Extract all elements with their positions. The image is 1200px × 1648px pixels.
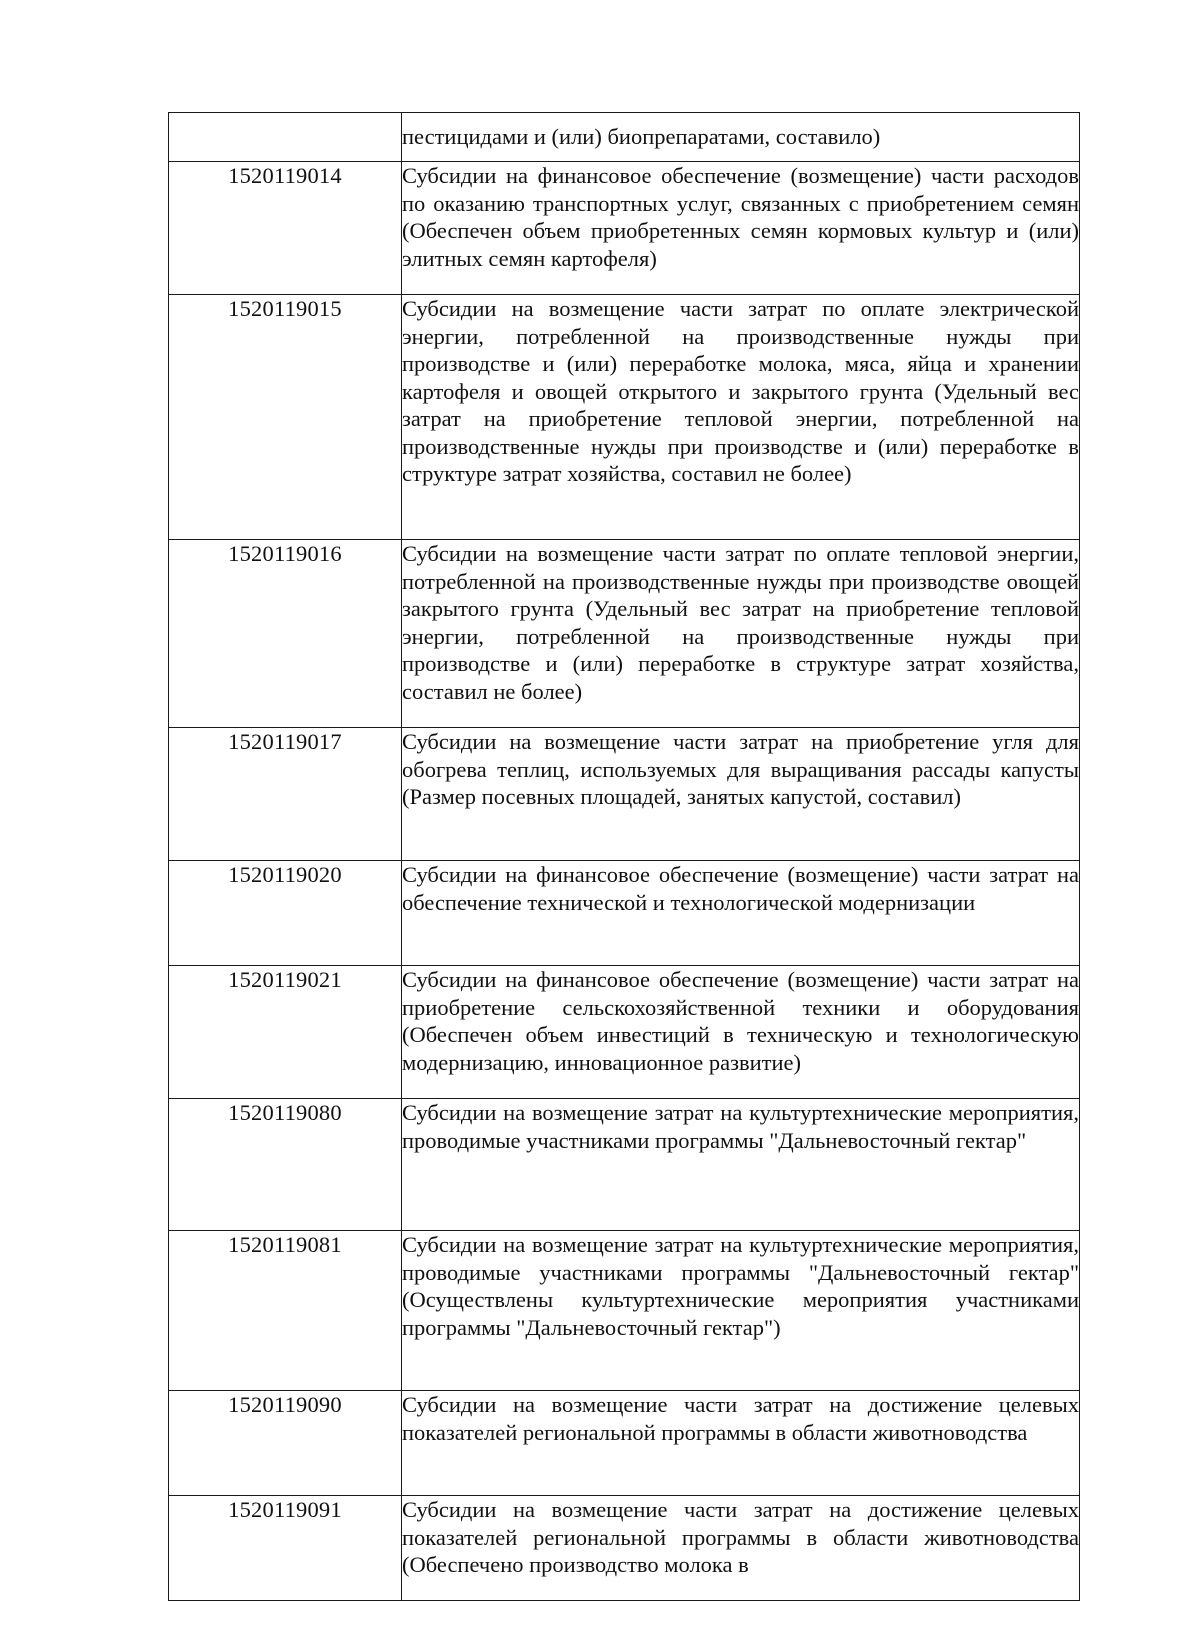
table-row xyxy=(169,162,1080,295)
description-cell: Субсидии на финансовое обеспечение (возмещение) части расходов по оказанию транспортных услуг, связанных с приобретением семян (Обеспечен объем приобретенных семян кормовых культур и (или) элитных семян картофеля) xyxy=(402,162,1080,295)
code-cell: 1520119020 xyxy=(169,861,402,966)
code-cell: 1520119080 xyxy=(169,1099,402,1231)
description-cell: Субсидии на возмещение части затрат на приобретение угля для обогрева теплиц, используемых для выращивания рассады капусты (Размер посевных площадей, занятых капустой, составил) xyxy=(402,728,1080,861)
code-cell: 1520119081 xyxy=(169,1231,402,1391)
table-row xyxy=(169,540,1080,728)
code-cell: 1520119015 xyxy=(169,295,402,540)
table-row xyxy=(169,1099,1080,1231)
code-cell xyxy=(169,113,402,162)
budget-codes-table xyxy=(168,112,1080,1601)
code-cell: 1520119091 xyxy=(169,1496,402,1601)
code-cell: 1520119021 xyxy=(169,966,402,1099)
table-row xyxy=(169,1231,1080,1391)
description-cell: пестицидами и (или) биопрепаратами, составило) xyxy=(402,113,1080,162)
table-row xyxy=(169,113,1080,162)
description-cell: Субсидии на финансовое обеспечение (возмещение) части затрат на приобретение сельскохозяйственной техники и оборудования (Обеспечен объем инвестиций в техническую и технологическую модернизацию, инновационное развитие) xyxy=(402,966,1080,1099)
code-cell: 1520119016 xyxy=(169,540,402,728)
table-row xyxy=(169,861,1080,966)
code-cell: 1520119090 xyxy=(169,1391,402,1496)
description-cell: Субсидии на возмещение части затрат по оплате тепловой энергии, потребленной на производственные нужды при производстве овощей закрытого грунта (Удельный вес затрат на приобретение тепловой энергии, потребленной на производственные нужды при производстве и (или) переработке в структуре затрат хозяйства, составил не более) xyxy=(402,540,1080,728)
description-cell: Субсидии на возмещение части затрат по оплате электрической энергии, потребленной на производственные нужды при производстве и (или) переработке молока, мяса, яйца и хранении картофеля и овощей открытого и закрытого грунта (Удельный вес затрат на приобретение тепловой энергии, потребленной на производственные нужды при производстве и (или) переработке в структуре затрат хозяйства, составил не более) xyxy=(402,295,1080,540)
table-row xyxy=(169,1391,1080,1496)
table-row xyxy=(169,295,1080,540)
description-cell: Субсидии на возмещение затрат на культуртехнические мероприятия, проводимые участниками программы "Дальневосточный гектар" (Осуществлены культуртехнические мероприятия участниками программы "Дальневосточный гектар") xyxy=(402,1231,1080,1391)
table-row xyxy=(169,1496,1080,1601)
description-cell: Субсидии на возмещение затрат на культуртехнические мероприятия, проводимые участниками программы "Дальневосточный гектар" xyxy=(402,1099,1080,1231)
table-row xyxy=(169,728,1080,861)
code-cell: 1520119017 xyxy=(169,728,402,861)
description-cell: Субсидии на финансовое обеспечение (возмещение) части затрат на обеспечение технической и технологической модернизации xyxy=(402,861,1080,966)
code-cell: 1520119014 xyxy=(169,162,402,295)
description-cell: Субсидии на возмещение части затрат на достижение целевых показателей региональной программы в области животноводства xyxy=(402,1391,1080,1496)
description-cell: Субсидии на возмещение части затрат на достижение целевых показателей региональной программы в области животноводства (Обеспечено производство молока в xyxy=(402,1496,1080,1601)
table-row xyxy=(169,966,1080,1099)
